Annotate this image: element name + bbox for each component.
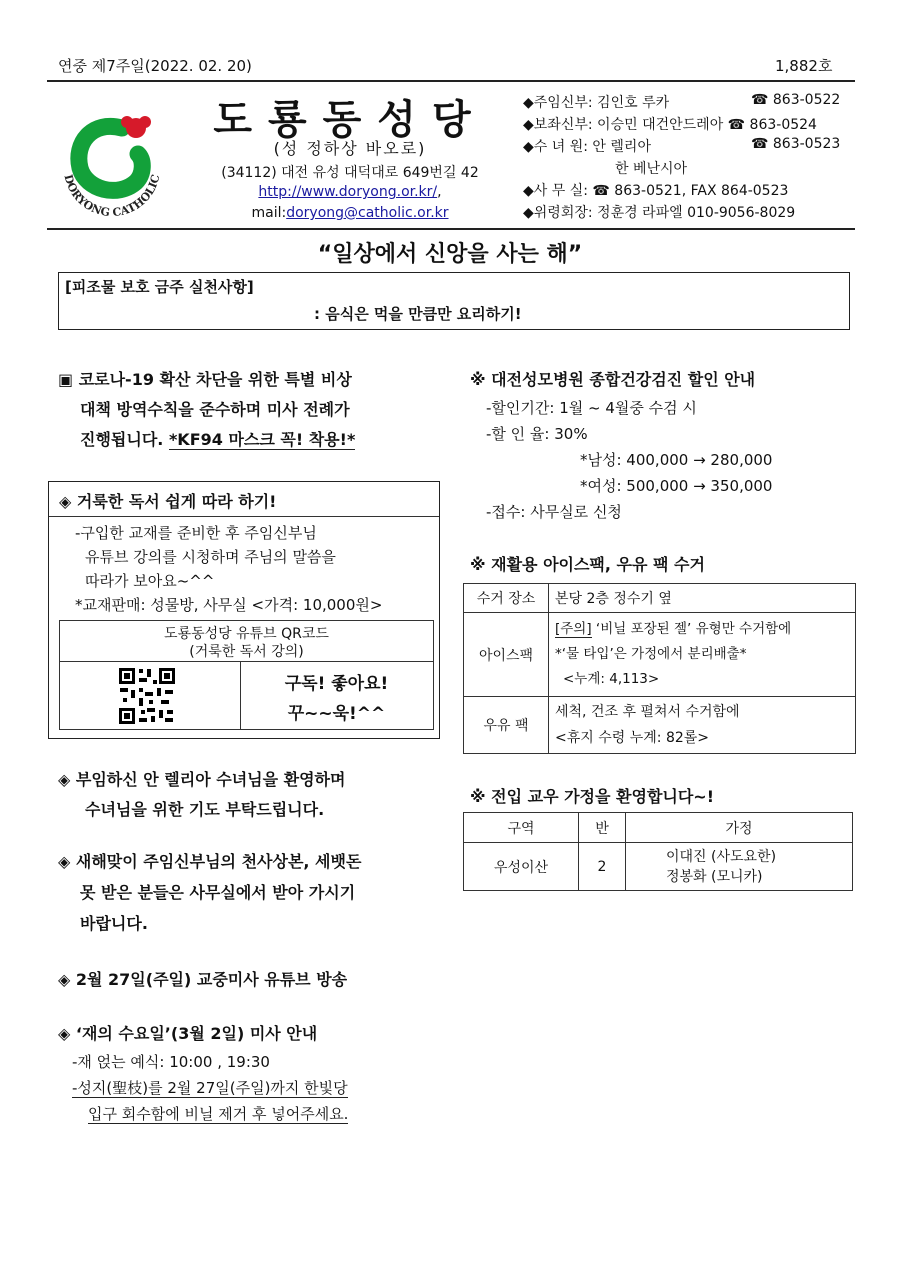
cell-ban: 2 [579,843,626,891]
logo-text: DORYONG CATHOLIC [61,173,163,220]
subscribe-line-2: 꾸~~욱!^^ [287,704,386,724]
milk-label: 우유 팩 [464,697,549,754]
week-label: 연중 제7주일(2022. 02. 20) [58,57,252,75]
cell-district: 우성이산 [464,843,579,891]
youtube-notice: ◈ 2월 27일(주일) 교중미사 유튜브 방송 [58,970,348,989]
website-link[interactable]: http://www.doryong.or.kr/ [258,184,438,200]
milk-total: <휴지 수령 누계: 82롤> [555,730,710,746]
checkup-female: *여성: 500,000 → 350,000 [580,477,773,495]
family-2: 정봉화 (모니카) [666,868,763,885]
table-row [464,843,853,891]
recycle-title: ※ 재활용 아이스팩, 우유 팩 수거 [470,555,705,574]
icepack-notes: [주의] ‘비닐 포장된 젤’ 유형만 수거함에 *‘물 타입’은 가정에서 분리배출* <누계: 4,113> [549,613,856,697]
header-district: 구역 [464,813,579,843]
reading-line-3: 따라가 보아요~^^ [85,572,215,590]
checkup-rate: -할 인 율: 30% [486,425,588,443]
newyear-line-2: 못 받은 분들은 사무실에서 받아 가시기 [80,883,356,902]
website-line [200,184,500,200]
url-suffix: , [437,184,442,200]
reading-title: ◈ 거룩한 독서 쉽게 따라 하기! [59,492,277,511]
address: (34112) 대전 유성 대덕대로 649번길 42 [221,165,479,181]
reading-box [48,481,440,739]
mask-notice: *KF94 마스크 꼭! 착용!* [168,430,356,449]
cell-family [626,843,853,891]
milk-notes [549,697,856,754]
checkup-male: *남성: 400,000 → 280,000 [580,451,773,469]
welcome-line-1: ◈ 부임하신 안 렐리아 수녀님을 환영하며 [58,770,346,789]
icepack-total: <누계: 4,113> [563,671,660,687]
newcomers-title: ※ 전입 교우 가정을 환영합니다~! [470,787,715,806]
mail-link[interactable]: doryong@catholic.or.kr [286,205,449,221]
issue-number: 1,882호 [775,57,833,75]
protection-title: [피조물 보호 금주 실천사항] [65,278,254,296]
contact-assistant: ◆보좌신부: 이승민 대건안드레아 ☎ 863-0524 [523,117,817,133]
newyear-line-1: ◈ 새해맞이 주임신부님의 천사상본, 세뱃돈 [58,852,362,871]
family-1: 이대진 (사도요한) [666,848,777,865]
top-rule [47,80,855,82]
icepack-caution: [주의] [555,621,592,637]
contact-pastor: ◆주임신부: 김인호 루카 ☎ 863-0522 [523,92,841,111]
recycle-table [463,583,856,754]
contact-convent: ◆수 녀 원: 안 렐리아 ☎ 863-0523 [523,136,841,155]
contact-funeral: ◆위령회장: 정훈경 라파엘 010-9056-8029 [523,205,796,221]
covid-line-2: 대책 방역수칙을 준수하며 미사 전례가 [80,400,350,419]
covid-line-1: ▣ 코로나-19 확산 차단을 위한 특별 비상 [58,370,352,389]
ash-line-3: 입구 회수함에 비닐 제거 후 넣어주세요. [88,1105,349,1123]
icepack-water-note: *‘물 타입’은 가정에서 분리배출* [555,646,747,662]
checkup-apply: -접수: 사무실로 신청 [486,503,622,521]
mail-line [200,205,500,221]
ash-title: ◈ ‘재의 수요일’(3월 2일) 미사 안내 [58,1024,318,1043]
reading-price: *교재판매: 성물방, 사무실 <가격: 10,000원> [75,596,383,614]
subscribe-line-1: 구독! 좋아요! [284,674,389,694]
mail-label: mail: [251,205,287,221]
icepack-label: 아이스팩 [464,613,549,697]
qr-box [59,620,434,730]
header-family: 가정 [626,813,853,843]
protection-box [58,272,850,330]
qr-title-2: (거룩한 독서 강의) [189,644,304,660]
place-value: 본당 2층 정수기 옆 [549,584,856,613]
qr-title-1: 도룡동성당 유튜브 QR코드 [164,626,329,642]
milk-note: 세척, 건조 후 펼쳐서 수거함에 [555,704,740,720]
newyear-line-3: 바랍니다. [80,914,148,933]
parish-name: 도룡동성당 [213,97,487,143]
ash-line-1: -재 얹는 예식: 10:00 , 19:30 [72,1053,270,1071]
header-bottom-rule [47,228,855,230]
reading-divider [49,516,439,517]
ash-line-2: -성지(聖枝)를 2월 27일(주일)까지 한빛당 [72,1079,348,1097]
newcomers-table [463,812,853,891]
parish-logo [52,98,172,223]
checkup-title: ※ 대전성모병원 종합건강검진 할인 안내 [470,370,756,389]
patron: (성 정하상 바오로) [273,139,427,158]
welcome-line-2: 수녀님을 위한 기도 부탁드립니다. [85,800,325,819]
covid-line-3: 진행됩니다. *KF94 마스크 꼭! 착용!* [80,430,356,449]
yearly-motto: “일상에서 신앙을 사는 해” [317,242,583,267]
protection-text: : 음식은 먹을 만큼만 요리하기! [314,305,522,323]
header-ban: 반 [579,813,626,843]
reading-line-2: 유튜브 강의를 시청하며 주님의 말씀을 [85,548,336,566]
reading-line-1: -구입한 교재를 준비한 후 주임신부님 [75,524,317,542]
contact-convent-2: 한 베난시아 [615,161,688,177]
qr-code-icon[interactable] [117,666,177,726]
checkup-period: -할인기간: 1월 ~ 4월중 수검 시 [486,399,697,417]
contact-office: ◆사 무 실: ☎ 863-0521, FAX 864-0523 [523,183,789,199]
place-label: 수거 장소 [464,584,549,613]
